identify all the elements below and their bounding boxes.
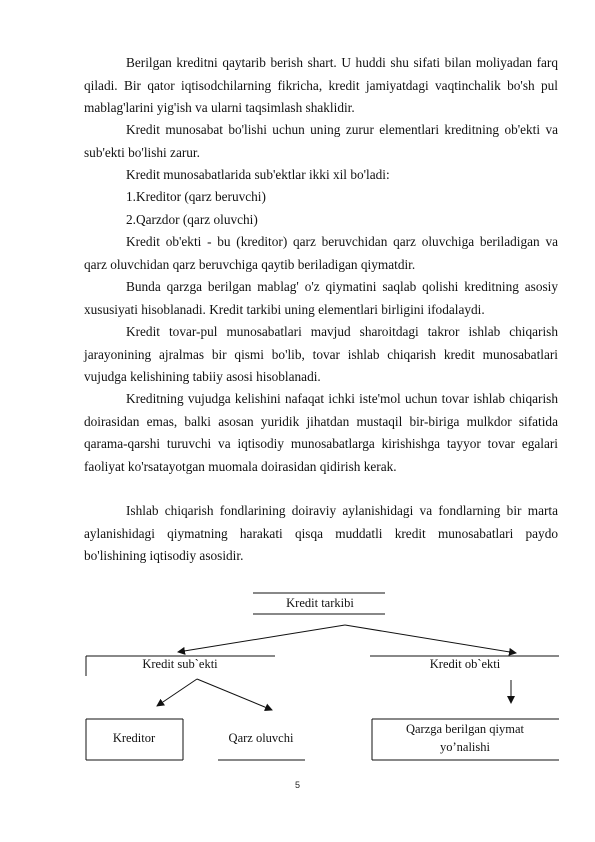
paragraph-2: Kredit munosabat bo'lishi uchun uning zurur elementlari kreditning ob'ekti va sub'ekti bo'lishi zarur. — [84, 122, 558, 160]
paragraph-credit-object: Kredit ob'ekti - bu (kreditor) qarz beruvchidan qarz oluvchiga beriladigan va qarz oluvchidan qarz beruvchiga qaytib beriladigan qiymatdir. — [84, 234, 558, 272]
value-label-line2: yo’nalishi — [440, 740, 490, 754]
paragraph-6: Kreditning vujudga kelishini nafaqat ichki iste'mol uchun tovar ishlab chiqarish doirasidan emas, balki asosan yuridik jihatdan mustaqil bir-biriga mulkdor sifatida qarama-qarshi turuvchi va iqtisodiy munosabatlarga kirishishga tayyor tovar egalari faoliyat ko'rsatayotgan muomala doirasidan qidirish kerak. — [84, 391, 558, 474]
creditor-label: Kreditor — [112, 731, 156, 745]
root-label: Kredit tarkibi — [286, 596, 354, 610]
borrower-label: Qarz oluvchi — [228, 731, 294, 745]
paragraph-1: Berilgan kreditni qaytarib berish shart. U huddi shu sifati bilan moliyadan farq qiladi. Bir qator iqtisodchilarning fikricha, kredit jamiyatdagi vaqtinchalik bo'sh pul mablag'larini yig'ish va ularni taqsimlash shaklidir. — [84, 55, 558, 115]
paragraph-5: Kredit tovar-pul munosabatlari mavjud sharoitdagi takror ishlab chiqarish jarayonining ajralmas bir qismi bo'lib, tovar ishlab chiqarish kredit munosabatlari vujudga kelishining tabiiy asosi hisoblanadi. — [84, 324, 558, 384]
paragraph-4: Bunda qarzga berilgan mablag' o'z qiymatini saqlab qolishi kreditning asosiy xususiyati hisoblanadi. Kredit tarkibi uning elementlari birligini ifodalaydi. — [84, 279, 558, 317]
arrow-to-object — [345, 625, 516, 653]
page-number: 5 — [294, 780, 300, 790]
subject-label: Kredit sub`ekti — [142, 657, 218, 671]
list-item-borrower: 2.Qarzdor (qarz oluvchi) — [126, 212, 258, 227]
object-label: Kredit ob`ekti — [429, 657, 501, 671]
arrow-to-borrower — [197, 679, 272, 710]
value-label-line1: Qarzga berilgan qiymat — [405, 722, 525, 736]
paragraph-7: Ishlab chiqarish fondlarining doiraviy aylanishidagi va fondlarning bir marta aylanishidagi qiymatning harakati qisqa muddatli kredit munosabatlari paydo bo'lishining iqtisodiy asosidir. — [84, 503, 558, 563]
arrow-to-creditor — [157, 679, 197, 706]
paragraph-3: Kredit munosabatlarida sub'ektlar ikki xil bo'ladi: — [126, 167, 390, 182]
list-item-creditor: 1.Kreditor (qarz beruvchi) — [126, 189, 266, 204]
arrow-to-subject — [178, 625, 345, 652]
